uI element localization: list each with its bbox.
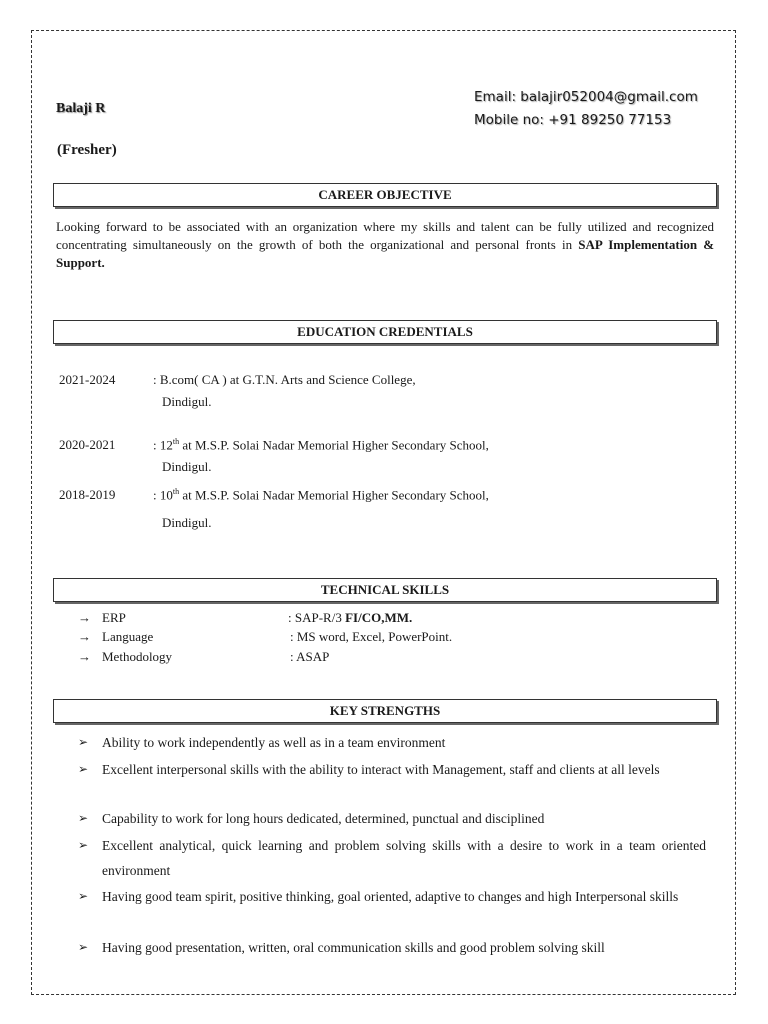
career-objective-heading: CAREER OBJECTIVE	[53, 183, 717, 207]
career-objective-text	[56, 218, 714, 272]
strength-item	[78, 833, 706, 883]
strength-text: Excellent analytical, quick learning and problem solving skills with a desire to work in a team oriented environment	[102, 838, 706, 878]
objective-emphasis: SAP Implementation & Support.	[56, 237, 715, 270]
strength-item	[78, 757, 706, 782]
strength-item	[78, 730, 706, 755]
arrowhead-bullet-icon: ➢	[78, 811, 89, 825]
skill-row	[78, 610, 718, 628]
candidate-name: Balaji R	[56, 101, 106, 116]
skill-row	[78, 629, 718, 647]
strength-text: Excellent interpersonal skills with the ability to interact with Management, staff and clients at all levels	[102, 762, 660, 777]
arrowhead-bullet-icon: ➢	[78, 838, 89, 852]
strength-item	[78, 806, 706, 831]
strength-text: Capability to work for long hours dedicated, determined, punctual and disciplined	[102, 811, 545, 826]
education-degree: : 10th at M.S.P. Solai Nadar Memorial Higher Secondary School,	[153, 487, 489, 503]
skill-label: Methodology	[102, 649, 173, 664]
strength-text: Having good presentation, written, oral communication skills and good problem solving skill	[102, 940, 605, 955]
arrow-icon: →	[78, 629, 91, 644]
education-heading: EDUCATION CREDENTIALS	[53, 320, 717, 344]
arrowhead-bullet-icon: ➢	[78, 735, 89, 749]
key-strengths-heading: KEY STRENGTHS	[53, 699, 717, 723]
strength-text: Ability to work independently as well as in a team environment	[102, 735, 446, 750]
education-degree: : B.com( CA ) at G.T.N. Arts and Science College,	[153, 372, 416, 387]
arrowhead-bullet-icon: ➢	[78, 762, 89, 776]
arrowhead-bullet-icon: ➢	[78, 940, 89, 954]
education-years: 2021-2024	[59, 372, 116, 387]
skill-label: Language	[102, 629, 154, 644]
education-years: 2018-2019	[59, 487, 116, 502]
education-years: 2020-2021	[59, 437, 116, 452]
skill-value: : SAP-R/3 FI/CO,MM.	[288, 610, 413, 625]
arrow-icon: →	[78, 610, 91, 625]
candidate-status: (Fresher)	[57, 142, 117, 158]
strength-text: Having good team spirit, positive thinking, goal oriented, adaptive to changes and high Interpersonal skills	[102, 889, 679, 904]
education-degree: : 12th at M.S.P. Solai Nadar Memorial Higher Secondary School,	[153, 437, 489, 453]
arrowhead-bullet-icon: ➢	[78, 889, 89, 903]
education-place: Dindigul.	[162, 459, 212, 474]
strength-item	[78, 884, 706, 909]
education-place: Dindigul.	[162, 515, 212, 530]
arrow-icon: →	[78, 649, 91, 664]
skill-value: : ASAP	[290, 649, 330, 664]
mobile-line: Mobile no: +91 89250 77153	[474, 112, 672, 128]
technical-skills-heading: TECHNICAL SKILLS	[53, 578, 717, 602]
email-line: Email: balajir052004@gmail.com	[474, 89, 698, 105]
education-place: Dindigul.	[162, 394, 212, 409]
strength-item	[78, 935, 706, 960]
skill-label: ERP	[102, 610, 126, 625]
objective-body: Looking forward to be associated with an organization where my skills and talent can be fully utilized and recognized concentrating simultaneously on the growth of both the organizational and personal fronts in	[56, 219, 714, 252]
skill-row	[78, 649, 718, 667]
skill-value: : MS word, Excel, PowerPoint.	[290, 629, 453, 644]
